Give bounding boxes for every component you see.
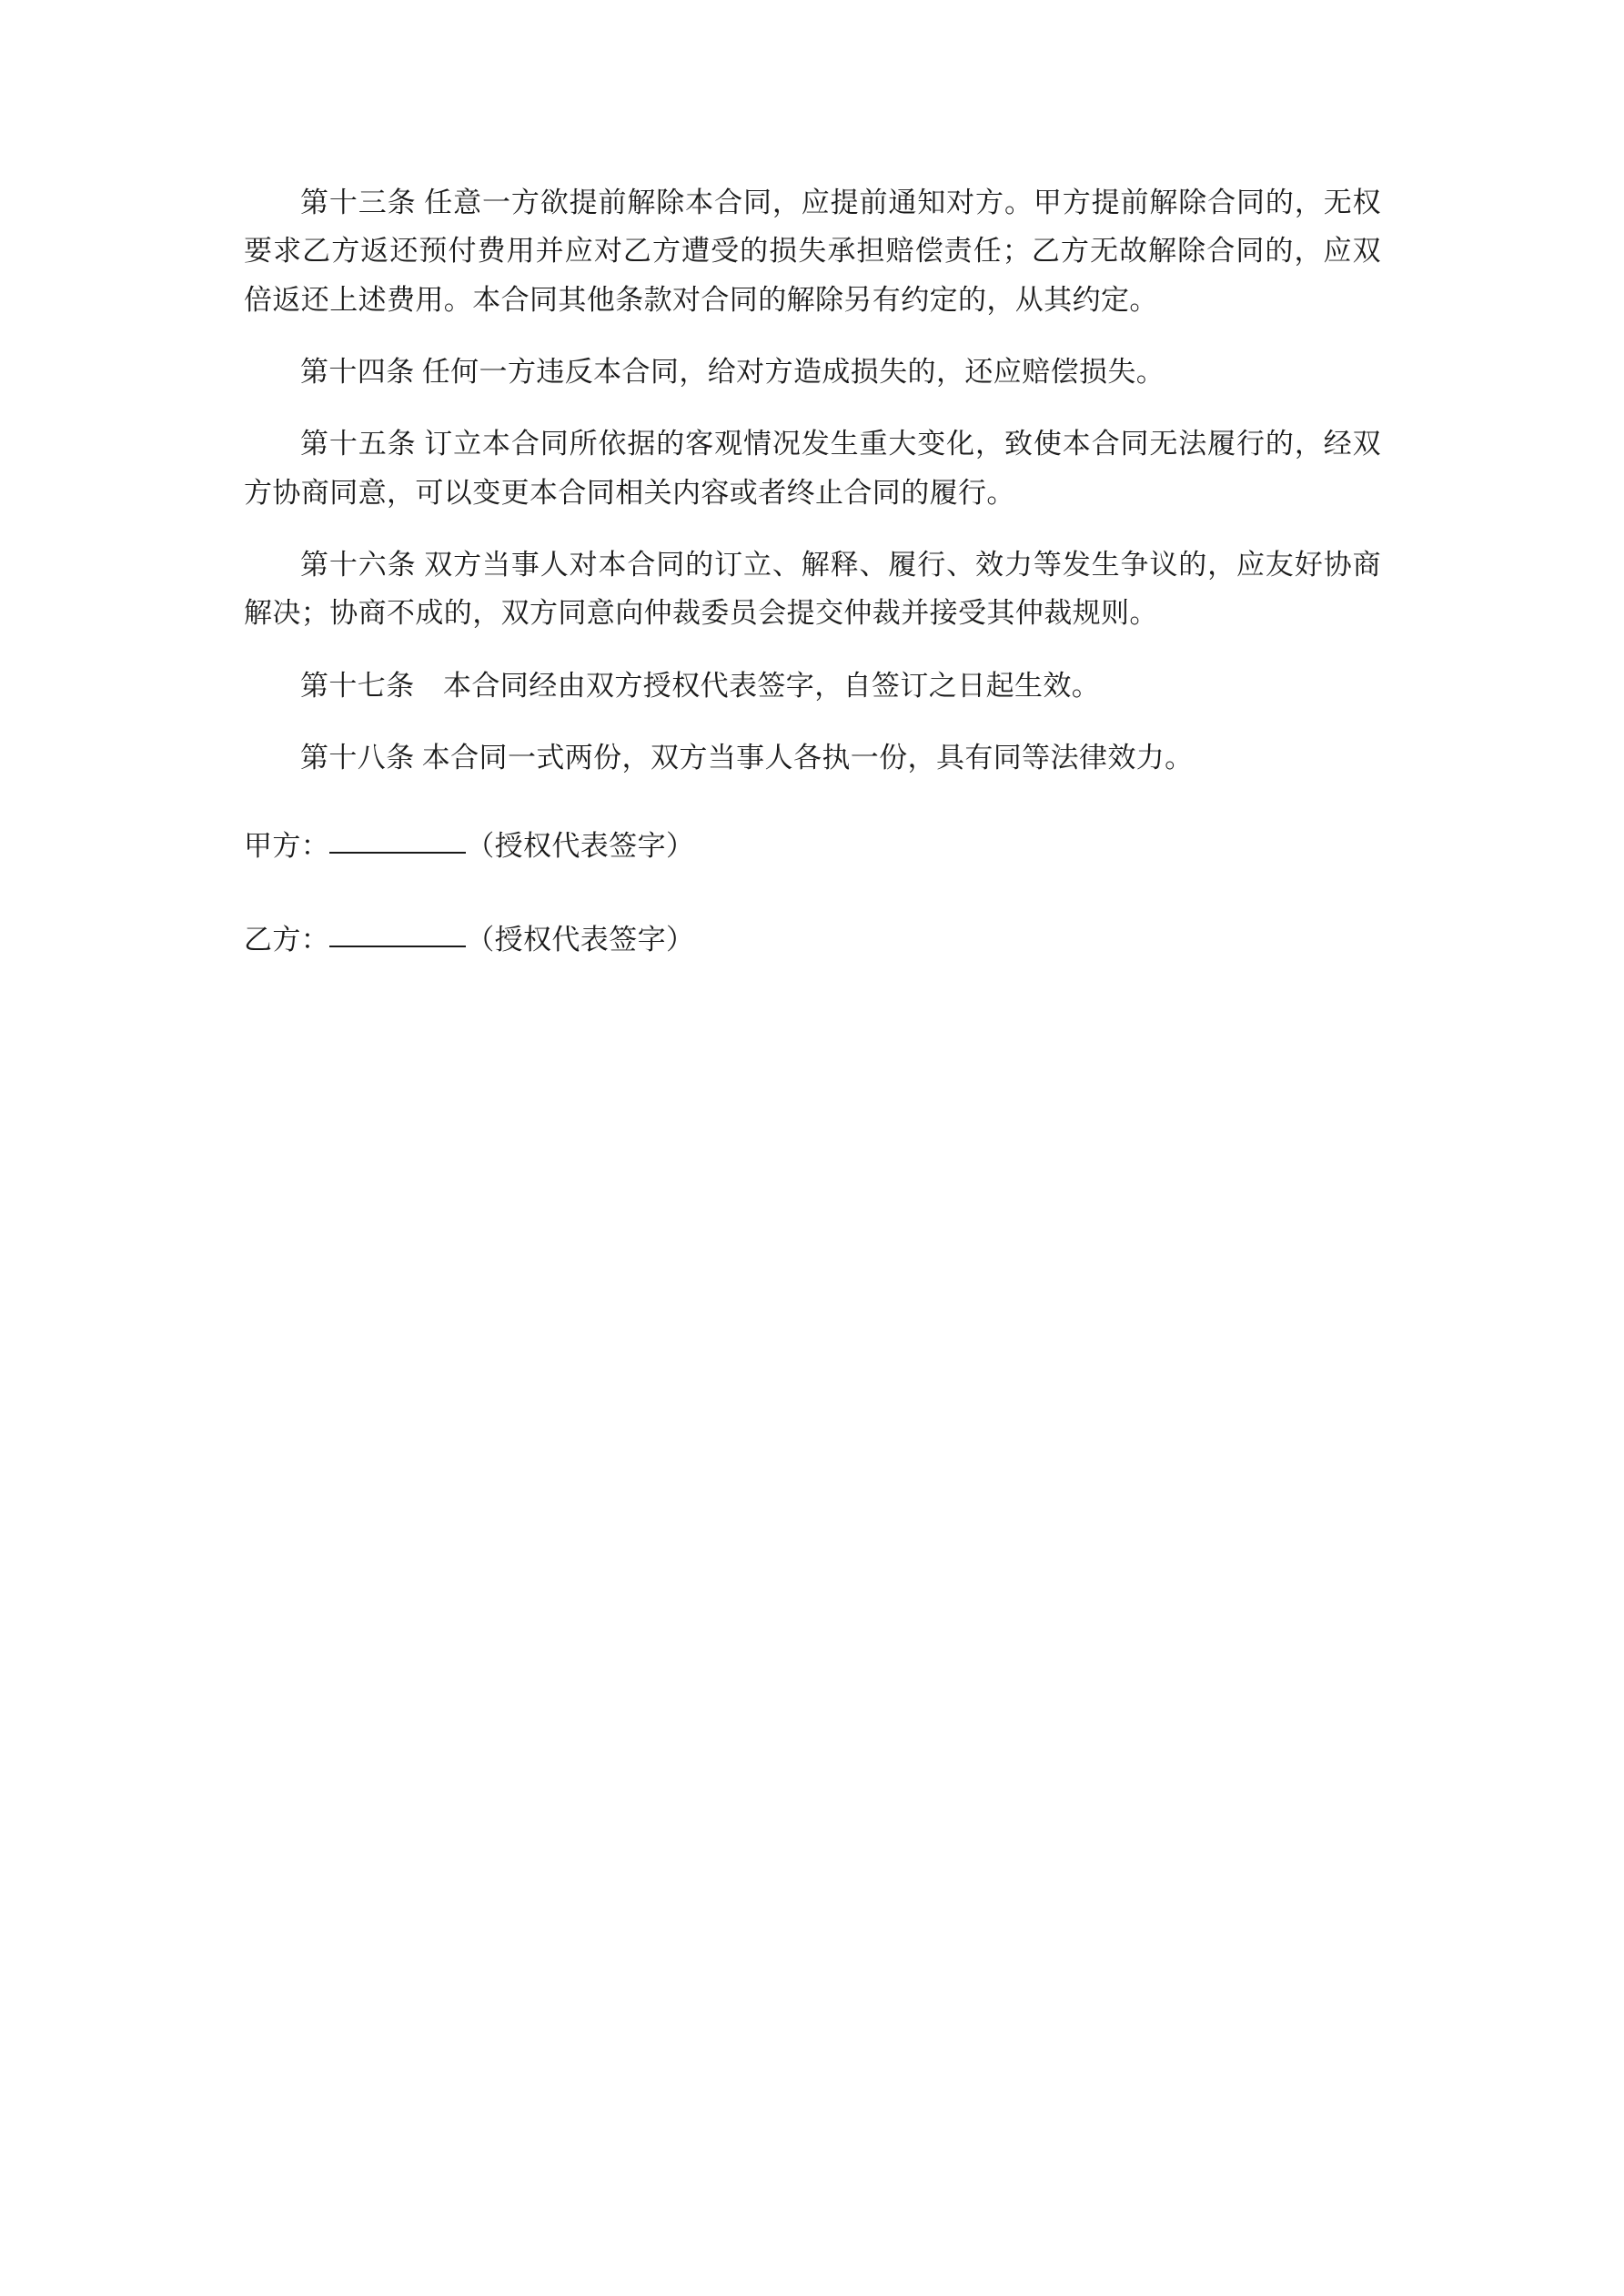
clause-13-paragraph: 第十三条 任意一方欲提前解除本合同，应提前通知对方。甲方提前解除合同的，无权要求乙方返还预付费用并应对乙方遭受的损失承担赔偿责任；乙方无故解除合同的，应双倍返还上述费用。本合同其他条款对合同的解除另有约定的，从其约定。 xyxy=(244,187,1381,316)
party-a-label: 甲方： xyxy=(244,830,330,863)
party-a-signature-blank[interactable] xyxy=(329,852,466,854)
party-a-note: （授权代表签字） xyxy=(466,830,695,863)
party-a-signature xyxy=(244,822,1381,870)
clause-15-paragraph: 第十五条 订立本合同所依据的客观情况发生重大变化，致使本合同无法履行的，经双方协商同意，可以变更本合同相关内容或者终止合同的履行。 xyxy=(244,428,1381,509)
clause-18-paragraph: 第十八条 本合同一式两份，双方当事人各执一份，具有同等法律效力。 xyxy=(300,741,1194,774)
party-b-label: 乙方： xyxy=(244,924,330,956)
clause-17-paragraph: 第十七条 本合同经由双方授权代表签字，自签订之日起生效。 xyxy=(300,669,1101,702)
party-b-note: （授权代表签字） xyxy=(466,924,695,956)
party-b-signature-blank[interactable] xyxy=(329,946,466,947)
party-b-signature xyxy=(244,915,1381,964)
clause-14-paragraph: 第十四条 任何一方违反本合同，给对方造成损失的，还应赔偿损失。 xyxy=(300,355,1165,388)
clause-16-paragraph: 第十六条 双方当事人对本合同的订立、解释、履行、效力等发生争议的，应友好协商解决；协商不成的，双方同意向仲裁委员会提交仲裁并接受其仲裁规则。 xyxy=(244,548,1381,630)
document-body xyxy=(244,178,1381,1010)
signature-block xyxy=(244,822,1381,965)
